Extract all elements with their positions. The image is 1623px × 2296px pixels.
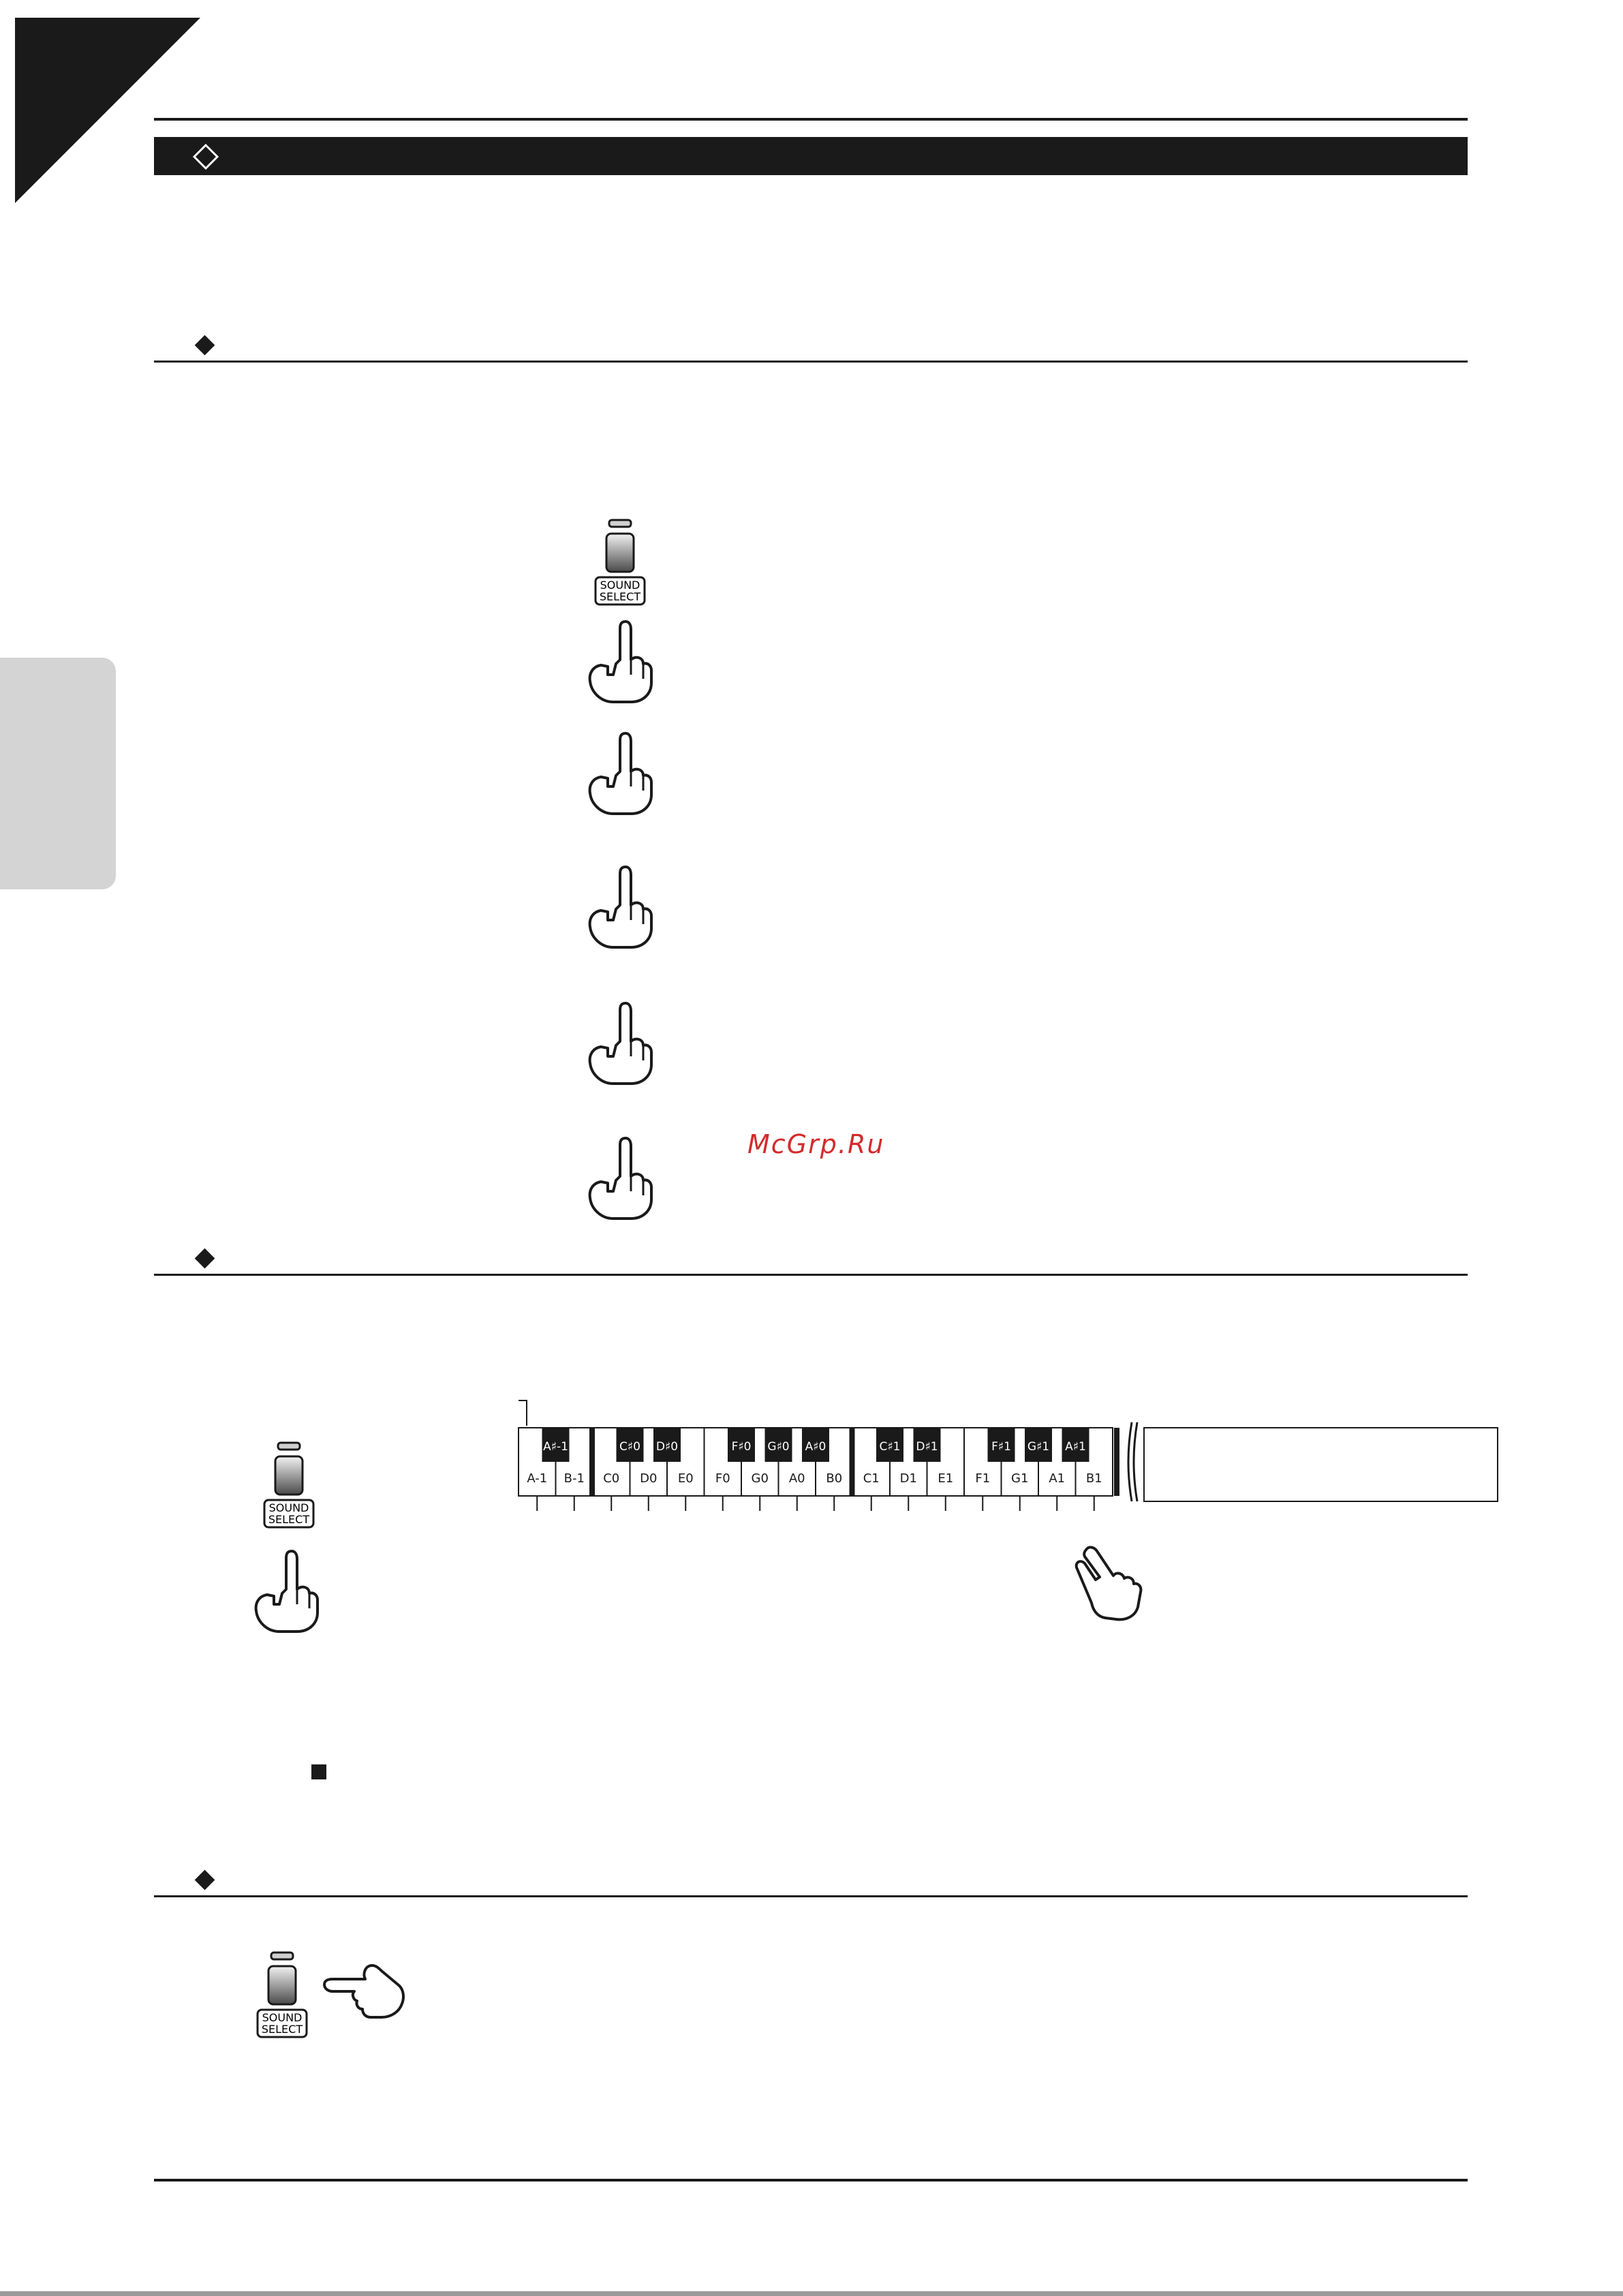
white-key-label: F1 (975, 1471, 991, 1486)
black-key-label: A♯-1 (543, 1440, 568, 1454)
top-rule (154, 118, 1468, 121)
black-key-label: C♯0 (619, 1440, 640, 1454)
white-key-label: G0 (751, 1471, 769, 1486)
black-key-label: F♯1 (991, 1440, 1011, 1454)
pointing-right-hand-icon (320, 1956, 409, 2024)
filled-diamond-icon (195, 1249, 215, 1269)
sound-select-button[interactable] (594, 515, 646, 609)
white-key-label: G1 (1011, 1471, 1029, 1486)
press-key-hand-icon (1074, 1542, 1149, 1623)
watermark: McGrp.Ru (747, 1129, 885, 1159)
pointing-hand-icon (251, 1547, 323, 1634)
sound-select-button[interactable] (263, 1438, 315, 1532)
break-mark (1134, 1422, 1137, 1501)
filled-diamond-icon (195, 335, 215, 356)
section-rule-1 (154, 361, 1468, 363)
octave-separator (589, 1428, 595, 1496)
black-key-label: G♯1 (1027, 1440, 1050, 1454)
black-key-label: D♯0 (655, 1440, 679, 1454)
white-key-label: D1 (899, 1471, 917, 1486)
outline-diamond-icon (192, 143, 219, 170)
keyboard-diagram (515, 1397, 1142, 1520)
scan-edge-strip (0, 2291, 1623, 2296)
chapter-side-tab (0, 658, 116, 889)
pointing-hand-icon (585, 1134, 657, 1221)
filled-square-icon (311, 1764, 326, 1779)
white-key-label: C1 (863, 1471, 880, 1486)
sound-select-label-2: SELECT (268, 1513, 310, 1526)
white-key-label: D0 (640, 1471, 658, 1486)
range-start-bracket (519, 1400, 527, 1426)
white-key-label: C0 (603, 1471, 620, 1486)
sound-select-label-1: SOUND (268, 1501, 309, 1514)
white-key-label: E1 (938, 1471, 954, 1486)
pointing-hand-icon (585, 617, 657, 705)
sound-select-label-1: SOUND (600, 579, 640, 592)
pointing-hand-icon (585, 999, 657, 1086)
white-key-label: F0 (715, 1471, 730, 1486)
white-key-label: A1 (1049, 1471, 1066, 1486)
break-mark (1128, 1422, 1132, 1501)
black-key-label: A♯1 (1065, 1440, 1086, 1454)
black-key-label: A♯0 (805, 1440, 826, 1454)
black-key-label: D♯1 (916, 1440, 938, 1454)
filled-diamond-icon (195, 1870, 215, 1891)
pointing-hand-icon (585, 863, 657, 950)
section-rule-2 (154, 1274, 1468, 1276)
sound-select-label-2: SELECT (261, 2023, 303, 2036)
bottom-rule (154, 2179, 1468, 2182)
octave-separator (1114, 1428, 1119, 1496)
black-key-label: G♯0 (767, 1440, 790, 1454)
octave-separator (850, 1428, 855, 1496)
black-key-label: F♯0 (731, 1440, 752, 1454)
section-header-bar (154, 137, 1468, 175)
white-key-label: B0 (826, 1471, 843, 1486)
white-key-label: E0 (677, 1471, 694, 1486)
black-key-label: C♯1 (879, 1440, 901, 1454)
sound-select-label-2: SELECT (599, 590, 641, 603)
pointing-hand-icon (585, 729, 657, 816)
sound-select-label-1: SOUND (262, 2011, 303, 2024)
sound-select-button[interactable] (256, 1948, 308, 2042)
white-key-label: B1 (1085, 1471, 1102, 1486)
white-key-label: B-1 (563, 1471, 585, 1486)
section-rule-3 (154, 1895, 1468, 1897)
note-box (1143, 1427, 1498, 1502)
white-key-label: A0 (788, 1471, 805, 1486)
white-key-label: A-1 (527, 1471, 548, 1486)
corner-triangle (15, 18, 200, 203)
